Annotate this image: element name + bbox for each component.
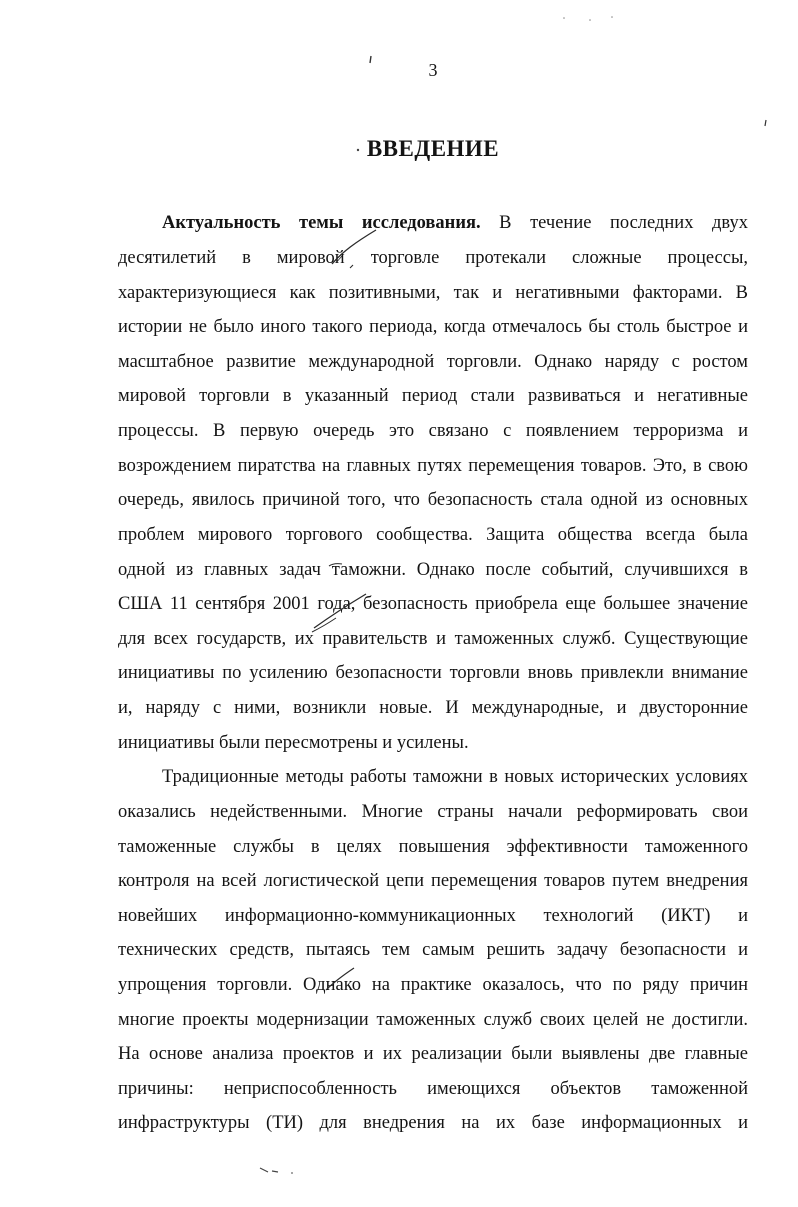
paragraph-line: причины: неприспособленность имеющихся объектов таможенной: [118, 1079, 748, 1099]
paragraph-line: На основе анализа проектов и их реализации были выявлены две главные: [118, 1044, 748, 1064]
paragraph-line: истории не было иного такого периода, когда отмечалось бы столь быстрое и: [118, 317, 748, 337]
paragraph-line: инициативы по усилению безопасности торговли вновь привлекли внимание: [118, 663, 748, 683]
paragraph-line: для всех государств, их правительств и таможенных служб. Существующие: [118, 629, 748, 649]
pen-mark: [326, 558, 346, 576]
page-number: 3: [428, 60, 438, 80]
paragraph-lead: Актуальность темы исследования.: [162, 213, 481, 233]
paragraph-line: новейших информационно-коммуникационных технологий (ИКТ) и: [118, 906, 748, 926]
paragraph-line: [162, 212, 748, 234]
paragraph-line: США 11 сентября 2001 года, безопасность приобрела еще большее значение: [118, 594, 748, 614]
paragraph-line: инициативы были пересмотрены и усилены.: [118, 733, 469, 753]
pen-mark: [310, 588, 370, 634]
paragraph-line: многие проекты модернизации таможенных служб своих целей не достигли.: [118, 1010, 748, 1030]
paragraph-line: и, наряду с ними, возникли новые. И международные, и двусторонние: [118, 698, 748, 718]
paragraph-line: Традиционные методы работы таможни в новых исторических условиях: [162, 767, 748, 787]
paragraph-line: возрождением пиратства на главных путях перемещения товаров. Это, в свою: [118, 456, 748, 476]
paragraph-line: характеризующиеся как позитивными, так и негативными факторами. В: [118, 283, 748, 303]
page-title: ВВЕДЕНИЕ: [366, 136, 500, 161]
paragraph-line: мировой торговли в указанный период стали развиваться и негативные: [118, 386, 748, 406]
paragraph-line: технических средств, пытаясь тем самым решить задачу безопасности и: [118, 940, 748, 960]
paragraph-line: масштабное развитие международной торговли. Однако наряду с ростом: [118, 352, 748, 372]
paragraph-line: процессы. В первую очередь это связано с появлением терроризма и: [118, 421, 748, 441]
pen-mark: [330, 226, 380, 276]
paragraph-line: инфраструктуры (ТИ) для внедрения на их базе информационных и: [118, 1113, 748, 1133]
scan-speck: [354, 146, 362, 154]
paragraph-line: таможенные службы в целях повышения эффективности таможенного: [118, 837, 748, 857]
paragraph-line: очередь, явилось причиной того, что безопасность стала одной из основных: [118, 490, 748, 510]
line-text: В течение последних двух: [480, 213, 749, 233]
paragraph-line: контроля на всей логистической цепи перемещения товаров путем внедрения: [118, 871, 748, 891]
scan-speck: [258, 1162, 306, 1178]
scan-speck: [762, 118, 770, 128]
paragraph-line: одной из главных задач таможни. Однако после событий, случившихся в: [118, 560, 748, 580]
scan-speck: [366, 54, 376, 66]
paragraph-line: упрощения торговли. Однако на практике оказалось, что по ряду причин: [118, 975, 748, 995]
pen-mark: [322, 964, 358, 996]
paragraph-line: проблем мирового торгового сообщества. Защита общества всегда была: [118, 525, 748, 545]
scan-speck: [560, 12, 620, 26]
paragraph-line: десятилетий в мировой торговле протекали сложные процессы,: [118, 248, 748, 268]
paragraph-line: оказались недейственными. Многие страны начали реформировать свои: [118, 802, 748, 822]
